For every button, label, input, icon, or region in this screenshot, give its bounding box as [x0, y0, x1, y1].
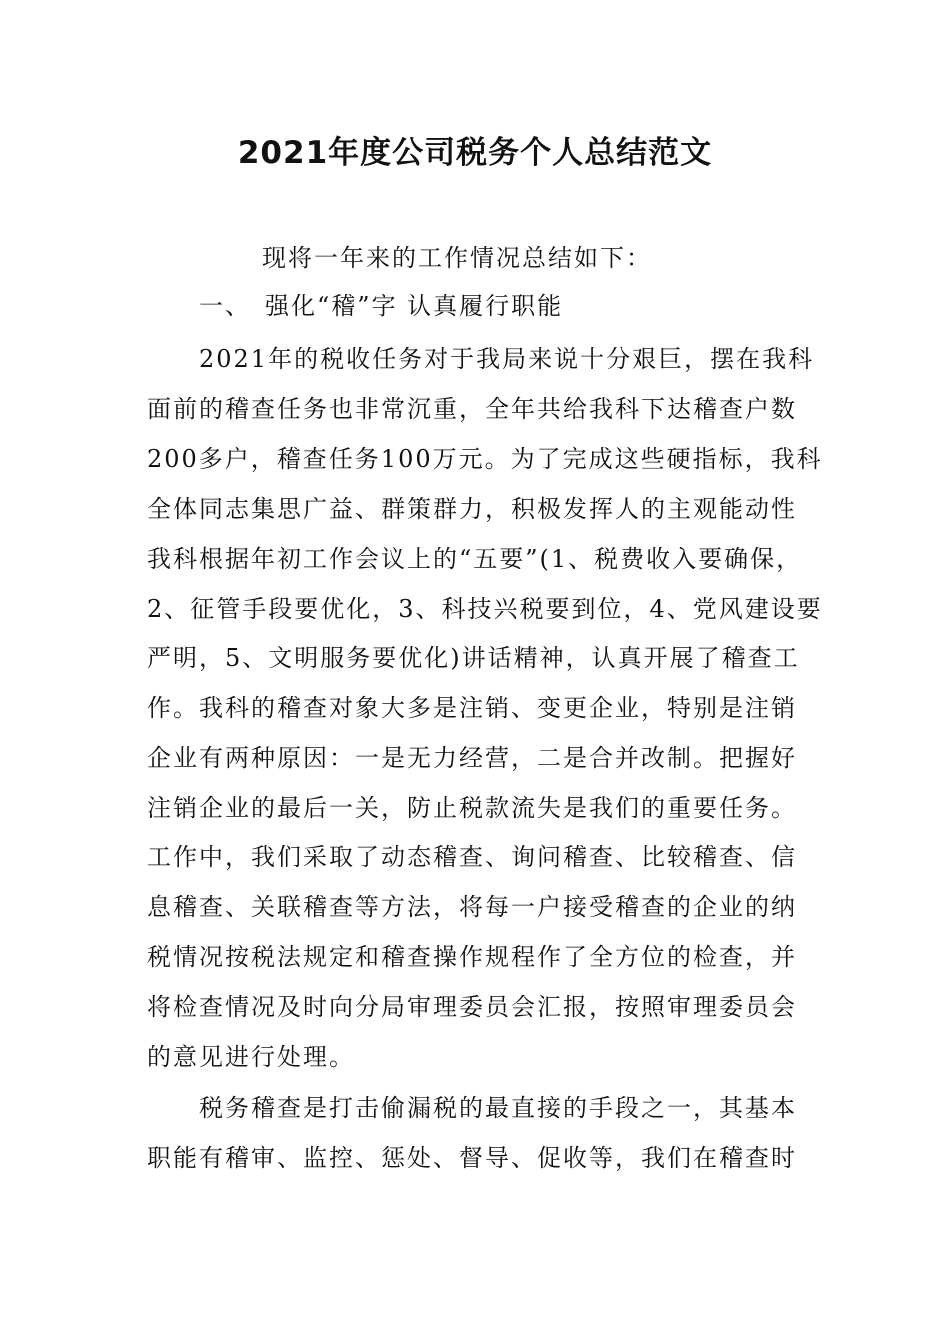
- paragraph1-line: 我科根据年初工作会议上的“五要”(1、税费收入要确保，: [147, 545, 803, 573]
- paragraph1-line: 将检查情况及时向分局审理委员会汇报，按照审理委员会: [147, 993, 797, 1021]
- paragraph1-line: 税情况按税法规定和稽查操作规程作了全方位的检查，并: [147, 943, 797, 971]
- paragraph1-line: 作。我科的稽查对象大多是注销、变更企业，特别是注销: [147, 694, 797, 722]
- paragraph2-line: 职能有稽审、监控、惩处、督导、促收等，我们在稽查时: [147, 1144, 797, 1172]
- paragraph1-line: 200多户，稽查任务100万元。为了完成这些硬指标，我科: [147, 445, 823, 473]
- paragraph1-line: 企业有两种原因：一是无力经营，二是合并改制。把握好: [147, 744, 797, 772]
- document-title: 2021年度公司税务个人总结范文: [237, 135, 713, 171]
- intro-line: 现将一年来的工作情况总结如下：: [262, 244, 652, 272]
- paragraph1-line: 全体同志集思广益、群策群力，积极发挥人的主观能动性: [147, 495, 797, 523]
- paragraph1-line: 息稽查、关联稽查等方法，将每一户接受稽查的企业的纳: [147, 893, 797, 921]
- paragraph1-line: 2、征管手段要优化，3、科技兴税要到位，4、党风建设要: [147, 595, 823, 623]
- paragraph1-line: 面前的稽查任务也非常沉重，全年共给我科下达稽查户数: [147, 395, 797, 423]
- paragraph1-line: 2021年的税收任务对于我局来说十分艰巨，摆在我科: [199, 345, 815, 373]
- section-heading: 一、 强化“稽”字 认真履行职能: [199, 292, 564, 320]
- paragraph1-line: 工作中，我们采取了动态稽查、询问稽查、比较稽查、信: [147, 843, 797, 871]
- paragraph1-line: 的意见进行处理。: [147, 1043, 355, 1071]
- paragraph2-line: 税务稽查是打击偷漏税的最直接的手段之一，其基本: [199, 1094, 797, 1122]
- paragraph1-line: 注销企业的最后一关，防止税款流失是我们的重要任务。: [147, 794, 797, 822]
- paragraph1-line: 严明，5、文明服务要优化)讲话精神，认真开展了稽查工: [147, 644, 800, 672]
